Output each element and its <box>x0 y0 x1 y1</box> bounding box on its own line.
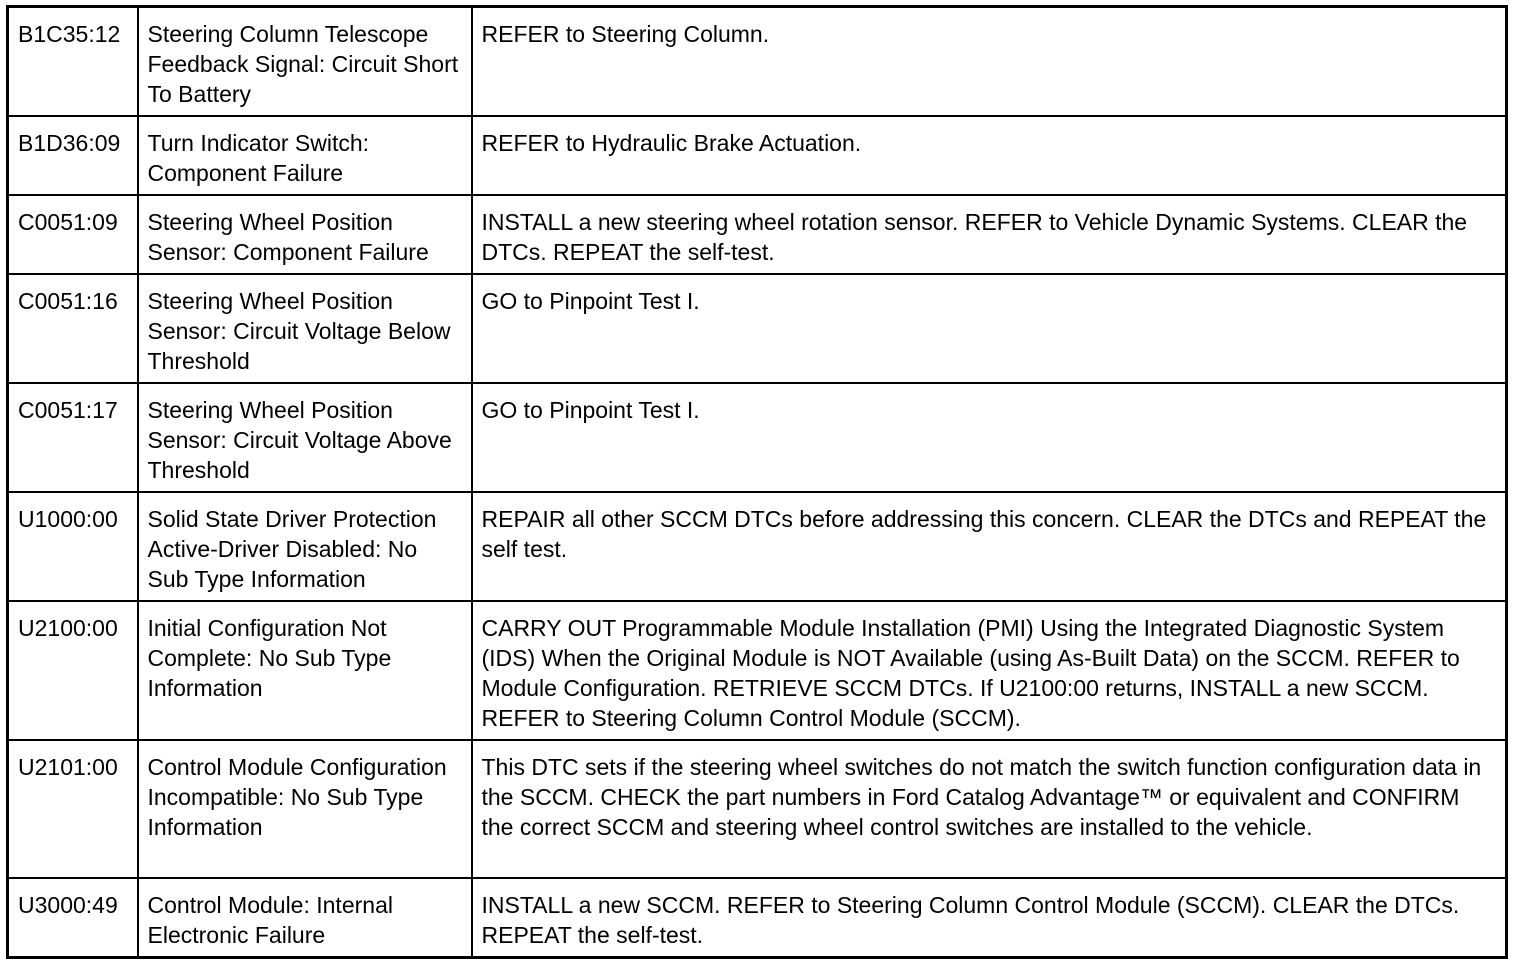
table-row <box>8 740 1507 878</box>
dtc-code-cell: C0051:09 <box>8 195 138 274</box>
table-row <box>8 878 1507 958</box>
dtc-description-cell: Steering Wheel Position Sensor: Circuit Voltage Below Threshold <box>138 274 472 383</box>
table-row <box>8 274 1507 383</box>
dtc-code-cell: C0051:16 <box>8 274 138 383</box>
dtc-code-cell: U3000:49 <box>8 878 138 958</box>
dtc-description-cell: Solid State Driver Protection Active-Driver Disabled: No Sub Type Information <box>138 492 472 601</box>
dtc-table <box>6 5 1508 959</box>
dtc-action-cell: REFER to Steering Column. <box>472 7 1507 117</box>
dtc-description-cell: Steering Wheel Position Sensor: Circuit Voltage Above Threshold <box>138 383 472 492</box>
table-row <box>8 116 1507 195</box>
dtc-action-cell: This DTC sets if the steering wheel switches do not match the switch function configuration data in the SCCM. CHECK the part numbers in Ford Catalog Advantage™ or equivalent and CONFIRM the correct SCCM and steering wheel control switches are installed to the vehicle. <box>472 740 1507 878</box>
dtc-description-cell: Steering Column Telescope Feedback Signal: Circuit Short To Battery <box>138 7 472 117</box>
dtc-description-cell: Turn Indicator Switch: Component Failure <box>138 116 472 195</box>
table-row <box>8 601 1507 740</box>
dtc-action-cell: INSTALL a new SCCM. REFER to Steering Column Control Module (SCCM). CLEAR the DTCs. REPEAT the self-test. <box>472 878 1507 958</box>
dtc-action-cell: GO to Pinpoint Test I. <box>472 274 1507 383</box>
table-row <box>8 492 1507 601</box>
dtc-description-cell: Steering Wheel Position Sensor: Component Failure <box>138 195 472 274</box>
dtc-description-cell: Initial Configuration Not Complete: No Sub Type Information <box>138 601 472 740</box>
dtc-code-cell: C0051:17 <box>8 383 138 492</box>
dtc-description-cell: Control Module Configuration Incompatible: No Sub Type Information <box>138 740 472 878</box>
dtc-code-cell: B1D36:09 <box>8 116 138 195</box>
table-row <box>8 383 1507 492</box>
table-row <box>8 195 1507 274</box>
dtc-code-cell: B1C35:12 <box>8 7 138 117</box>
dtc-action-cell: REPAIR all other SCCM DTCs before addressing this concern. CLEAR the DTCs and REPEAT the self test. <box>472 492 1507 601</box>
dtc-action-cell: GO to Pinpoint Test I. <box>472 383 1507 492</box>
dtc-action-cell: REFER to Hydraulic Brake Actuation. <box>472 116 1507 195</box>
dtc-action-cell: INSTALL a new steering wheel rotation sensor. REFER to Vehicle Dynamic Systems. CLEAR the DTCs. REPEAT the self-test. <box>472 195 1507 274</box>
table-row <box>8 7 1507 117</box>
dtc-code-cell: U1000:00 <box>8 492 138 601</box>
dtc-description-cell: Control Module: Internal Electronic Failure <box>138 878 472 958</box>
dtc-code-cell: U2101:00 <box>8 740 138 878</box>
dtc-action-cell: CARRY OUT Programmable Module Installation (PMI) Using the Integrated Diagnostic System (IDS) When the Original Module is NOT Available (using As-Built Data) on the SCCM. REFER to Module Configuration. RETRIEVE SCCM DTCs. If U2100:00 returns, INSTALL a new SCCM. REFER to Steering Column Control Module (SCCM). <box>472 601 1507 740</box>
dtc-code-cell: U2100:00 <box>8 601 138 740</box>
